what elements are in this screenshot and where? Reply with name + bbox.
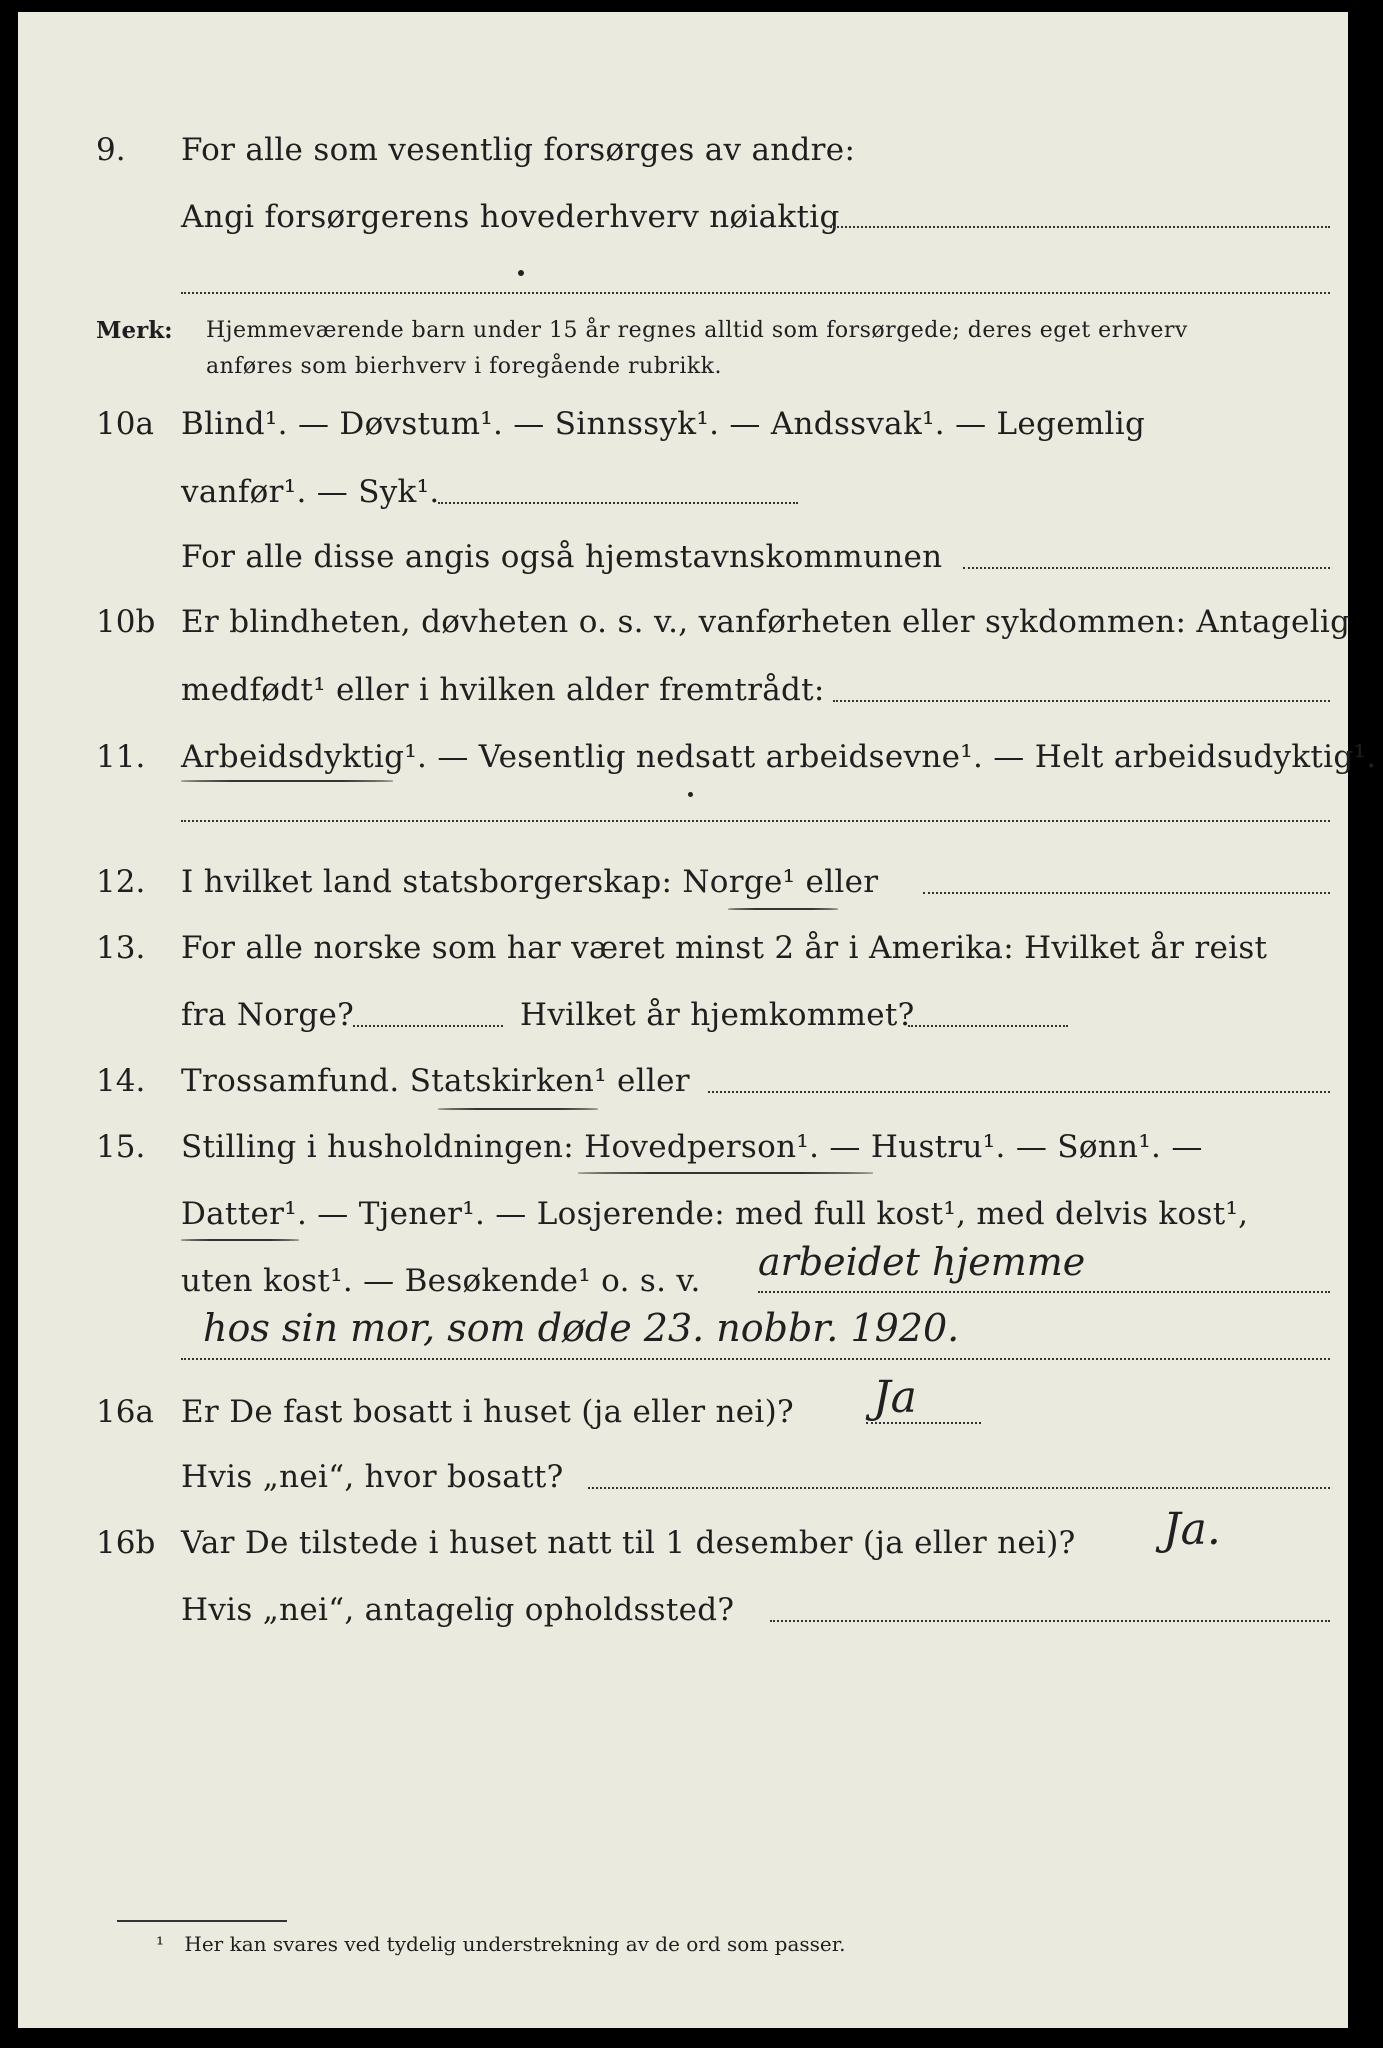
q15-number: 15. <box>96 1129 146 1165</box>
q11-text-1: Arbeidsdyktig¹. — Vesentlig nedsatt arbeidsevne¹. — Helt arbeidsudyktig¹. <box>181 739 1377 775</box>
footnote-rule <box>117 1920 287 1922</box>
q15-handwritten-answer-1: arbeidet hjemme <box>758 1240 1086 1284</box>
q16b-text-2: Hvis „nei“, antagelig opholdssted? <box>181 1592 735 1628</box>
q16b-number: 16b <box>96 1525 156 1561</box>
ink-spot <box>518 270 524 276</box>
q16a-number: 16a <box>96 1394 154 1430</box>
census-form-page <box>18 12 1377 2028</box>
q10a-text-2: vanfør¹. — Syk¹. <box>181 474 440 510</box>
q13-departure-line <box>353 1025 503 1027</box>
note-label: Merk: <box>96 317 173 344</box>
q15-text-3: uten kost¹. — Besøkende¹ o. s. v. <box>181 1263 701 1299</box>
q13-return-line <box>908 1025 1068 1027</box>
q16b-handwritten-answer: Ja. <box>1163 1504 1221 1555</box>
q15-datter-underline <box>181 1239 299 1241</box>
note-text-2: anføres som bierhverv i foregående rubrikk. <box>206 354 723 379</box>
q16a-handwritten-answer: Ja <box>873 1372 917 1423</box>
q16a-residence-line <box>588 1487 1330 1489</box>
q15-answer-line <box>758 1291 1330 1293</box>
q10b-text-2: medfødt¹ eller i hvilken alder fremtrådt: <box>181 672 825 708</box>
q13-text-2a: fra Norge? <box>181 997 355 1033</box>
q10a-answer-line <box>438 502 798 504</box>
q15-handwritten-underline <box>578 1172 873 1174</box>
q10b-text-1: Er blindheten, døvheten o. s. v., vanførheten eller sykdommen: Antagelig <box>181 604 1351 640</box>
q14-handwritten-underline <box>438 1108 598 1110</box>
q15-answer-line-2 <box>181 1358 1330 1360</box>
q16a-answer-line <box>866 1422 981 1424</box>
q9-answer-line-2 <box>181 292 1330 294</box>
q9-text-2: Angi forsørgerens hovederhverv nøiaktig <box>181 199 840 235</box>
q14-answer-line <box>708 1091 1330 1093</box>
q13-number: 13. <box>96 930 146 966</box>
q10a-hometown-line <box>963 567 1330 569</box>
q13-text-2b: Hvilket år hjemkommet? <box>520 997 915 1033</box>
ink-spot <box>688 792 693 797</box>
q16a-text-2: Hvis „nei“, hvor bosatt? <box>181 1459 564 1495</box>
q14-number: 14. <box>96 1063 146 1099</box>
q15-text-2: Datter¹. — Tjener¹. — Losjerende: med full kost¹, med delvis kost¹, <box>181 1196 1249 1232</box>
note-text-1: Hjemmeværende barn under 15 år regnes alltid som forsørgede; deres eget erhverv <box>206 318 1188 343</box>
q9-text-1: For alle som vesentlig forsørges av andre: <box>181 132 856 168</box>
q9-answer-line <box>830 226 1330 228</box>
q12-handwritten-underline <box>728 908 838 910</box>
q12-number: 12. <box>96 864 146 900</box>
footnote-mark: ¹ <box>156 1932 165 1956</box>
q10a-text-3: For alle disse angis også hjemstavnskommunen <box>181 539 943 575</box>
q12-answer-line <box>923 892 1330 894</box>
q11-number: 11. <box>96 739 146 775</box>
q15-text-1: Stilling i husholdningen: Hovedperson¹. — Hustru¹. — Sønn¹. — <box>181 1129 1203 1165</box>
q16a-text-1: Er De fast bosatt i huset (ja eller nei)? <box>181 1394 794 1430</box>
q15-handwritten-answer-2: hos sin mor, som døde 23. nobbr. 1920. <box>203 1306 960 1350</box>
q10a-number: 10a <box>96 406 154 442</box>
q11-handwritten-underline <box>181 780 393 782</box>
footnote <box>156 1932 845 1956</box>
q16b-whereabouts-line <box>770 1620 1330 1622</box>
q12-text-1: I hvilket land statsborgerskap: Norge¹ eller <box>181 864 879 900</box>
footnote-text: Her kan svares ved tydelig understrekning av de ord som passer. <box>184 1932 846 1956</box>
q13-text-1: For alle norske som har været minst 2 år i Amerika: Hvilket år reist <box>181 930 1268 966</box>
q11-answer-line <box>181 820 1330 822</box>
q14-text-1: Trossamfund. Statskirken¹ eller <box>181 1063 690 1099</box>
q10a-text-1: Blind¹. — Døvstum¹. — Sinnssyk¹. — Andssvak¹. — Legemlig <box>181 406 1146 442</box>
q10b-number: 10b <box>96 604 156 640</box>
q16b-text-1: Var De tilstede i huset natt til 1 desember (ja eller nei)? <box>181 1525 1076 1561</box>
q9-number: 9. <box>96 132 126 168</box>
q10b-answer-line <box>833 700 1330 702</box>
